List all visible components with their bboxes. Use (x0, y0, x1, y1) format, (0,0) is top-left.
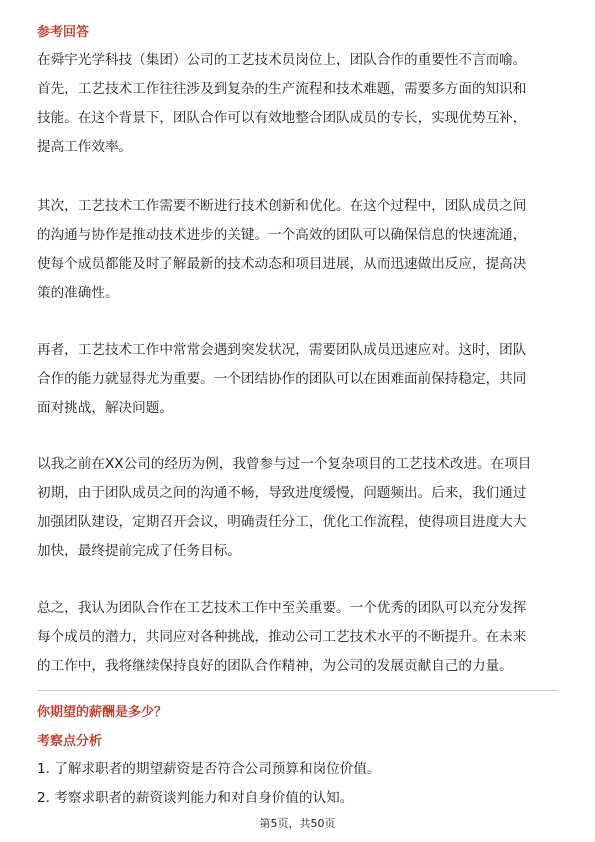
answer-paragraph-1 (37, 46, 559, 162)
paragraph-line: 的沟通与协作是推动技术进步的关键。一个高效的团队可以确保信息的快速流通， (37, 227, 527, 243)
answer-heading: 参考回答 (37, 25, 90, 40)
paragraph-line: 策的准确性。 (37, 285, 119, 301)
paragraph-line: 首先，工艺技术工作往往涉及到复杂的生产流程和技术难题，需要多方面的知识和 (37, 81, 527, 97)
analysis-item-2: 2. 考察求职者的薪资谈判能力和对自身价值的认知。 (37, 790, 354, 806)
paragraph-line: 提高工作效率。 (37, 139, 133, 155)
paragraph-line: 总之，我认为团队合作在工艺技术工作中至关重要。一个优秀的团队可以充分发挥 (37, 600, 527, 616)
paragraph-line: 加强团队建设，定期召开会议，明确责任分工，优化工作流程，使得项目进度大大 (37, 514, 527, 530)
question-heading: 你期望的薪酬是多少？ (37, 705, 168, 720)
answer-paragraph-2 (37, 192, 559, 308)
answer-paragraph-3 (37, 336, 559, 423)
paragraph-line: 再者，工艺技术工作中常常会遇到突发状况，需要团队成员迅速应对。这时，团队 (37, 342, 527, 358)
paragraph-line: 合作的能力就显得尤为重要。一个团结协作的团队可以在困难面前保持稳定，共同 (37, 371, 527, 387)
page-number: 第5页，共50页 (259, 817, 336, 830)
analysis-heading: 考察点分析 (37, 734, 103, 749)
paragraph-line: 每个成员的潜力，共同应对各种挑战，推动公司工艺技术水平的不断提升。在未来 (37, 629, 527, 645)
paragraph-line: 加快，最终提前完成了任务目标。 (37, 543, 241, 559)
paragraph-line: 以我之前在XX公司的经历为例，我曾参与过一个复杂项目的工艺技术改进。在项目 (37, 456, 532, 472)
section-divider (37, 690, 558, 691)
paragraph-line: 在舜宇光学科技（集团）公司的工艺技术员岗位上，团队合作的重要性不言而喻。 (37, 52, 527, 68)
paragraph-line: 面对挑战，解决问题。 (37, 400, 173, 416)
answer-paragraph-4 (37, 450, 559, 566)
paragraph-line: 使每个成员都能及时了解最新的技术动态和项目进展，从而迅速做出反应，提高决 (37, 256, 527, 272)
paragraph-line: 技能。在这个背景下，团队合作可以有效地整合团队成员的专长，实现优势互补， (37, 110, 527, 126)
answer-paragraph-5 (37, 594, 559, 681)
paragraph-line: 初期，由于团队成员之间的沟通不畅，导致进度缓慢，问题频出。后来，我们通过 (37, 485, 527, 501)
paragraph-line: 其次，工艺技术工作需要不断进行技术创新和优化。在这个过程中，团队成员之间 (37, 198, 527, 214)
analysis-item-1: 1. 了解求职者的期望薪资是否符合公司预算和岗位价值。 (37, 761, 381, 777)
paragraph-line: 的工作中，我将继续保持良好的团队合作精神，为公司的发展贡献自己的力量。 (37, 658, 513, 674)
